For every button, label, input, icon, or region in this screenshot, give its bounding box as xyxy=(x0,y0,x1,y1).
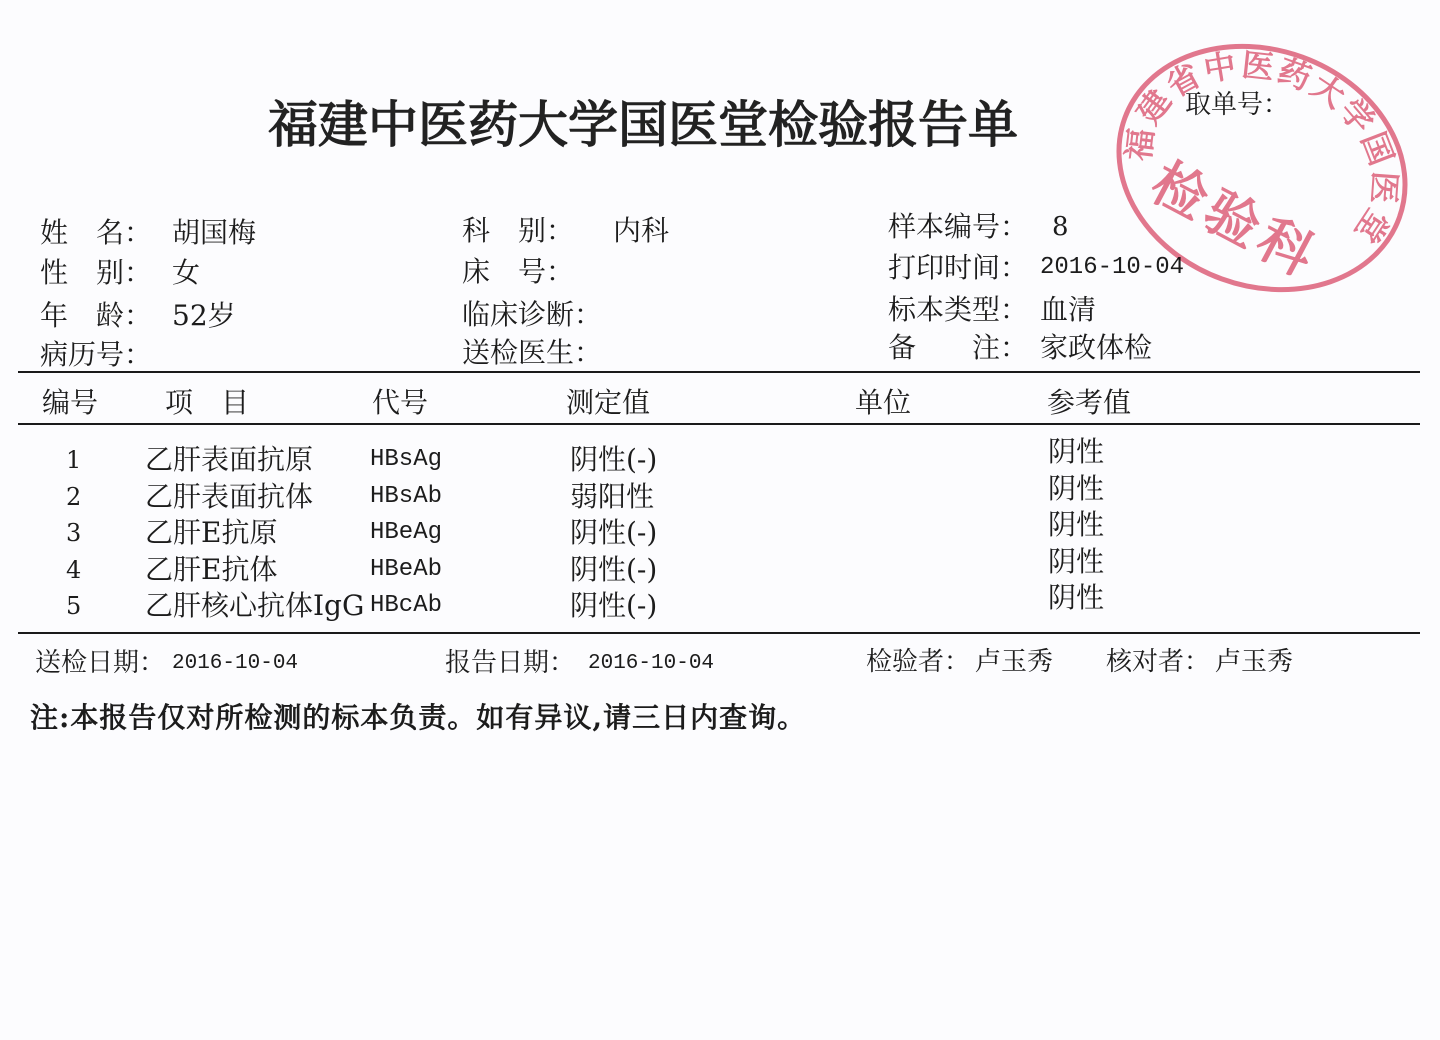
report-title: 福建中医药大学国医堂检验报告单 xyxy=(268,95,1018,154)
row-reference: 阴性 xyxy=(1048,472,1105,505)
disclaimer-note: 注:本报告仅对所检测的标本负责。如有异议,请三日内查询。 xyxy=(30,701,807,734)
submit-date: 2016-10-04 xyxy=(172,652,299,675)
referring-doctor-label: 送检医生： xyxy=(462,336,603,369)
row-code: HBeAg xyxy=(370,519,443,546)
report-date: 2016-10-04 xyxy=(588,652,715,675)
receipt-number-label: 取单号： xyxy=(1185,90,1290,120)
patient-name-label: 姓 名： xyxy=(40,216,153,249)
row-number: 3 xyxy=(66,519,82,547)
row-result: 弱阳性 xyxy=(570,480,655,513)
row-result: 阴性(-) xyxy=(570,589,658,622)
patient-name: 胡国梅 xyxy=(172,216,257,249)
report-date-label: 报告日期： xyxy=(445,648,576,678)
patient-age-label: 年 龄： xyxy=(40,299,153,332)
remark: 家政体检 xyxy=(1040,331,1153,364)
header-unit: 单位 xyxy=(855,386,912,419)
specimen-type-label: 标本类型： xyxy=(888,293,1029,326)
header-code: 代号 xyxy=(372,386,429,419)
row-number: 2 xyxy=(66,483,82,511)
sample-number-label: 样本编号： xyxy=(888,210,1029,243)
row-reference: 阴性 xyxy=(1048,545,1105,578)
row-number: 5 xyxy=(66,592,82,620)
row-item: 乙肝E抗原 xyxy=(145,516,278,549)
specimen-type: 血清 xyxy=(1040,293,1097,326)
row-result: 阴性(-) xyxy=(570,516,658,549)
patient-gender-label: 性 别： xyxy=(40,256,153,289)
table-row xyxy=(0,581,1440,632)
row-code: HBsAb xyxy=(370,483,443,510)
examiner-name: 卢玉秀 xyxy=(975,647,1054,677)
row-reference: 阴性 xyxy=(1048,435,1105,468)
table-header-rule xyxy=(18,423,1420,425)
examiner-label: 检验者： xyxy=(866,647,971,677)
header-result: 测定值 xyxy=(566,386,651,419)
print-time: 2016-10-04 xyxy=(1040,254,1185,281)
row-result: 阴性(-) xyxy=(570,443,658,476)
table-bottom-rule xyxy=(18,632,1420,634)
stamp-group xyxy=(1105,40,1425,302)
print-time-label: 打印时间： xyxy=(888,251,1029,284)
reviewer-name: 卢玉秀 xyxy=(1215,647,1294,677)
diagnosis-label: 临床诊断： xyxy=(462,298,603,331)
row-code: HBsAg xyxy=(370,446,443,473)
row-reference: 阴性 xyxy=(1048,581,1105,614)
department: 内科 xyxy=(613,214,670,247)
row-code: HBeAb xyxy=(370,556,443,583)
row-reference: 阴性 xyxy=(1048,508,1105,541)
header-reference: 参考值 xyxy=(1047,386,1132,419)
submit-date-label: 送检日期： xyxy=(35,648,166,678)
row-item: 乙肝核心抗体IgG xyxy=(145,589,365,622)
row-result: 阴性(-) xyxy=(570,553,658,586)
row-code: HBcAb xyxy=(370,592,443,619)
stamp-outer-text: 福建省中医药大学国医堂 xyxy=(1119,45,1405,253)
patient-gender: 女 xyxy=(172,256,201,289)
sample-number: 8 xyxy=(1052,212,1069,242)
remark-label: 备 注： xyxy=(888,331,1029,364)
row-number: 1 xyxy=(66,446,82,474)
row-number: 4 xyxy=(66,556,82,584)
medical-record-label: 病历号： xyxy=(40,338,153,371)
department-label: 科 别： xyxy=(462,214,575,247)
row-item: 乙肝表面抗原 xyxy=(145,443,314,476)
header-item: 项 目 xyxy=(165,386,250,419)
reviewer-label: 核对者： xyxy=(1106,647,1211,677)
header-no: 编号 xyxy=(42,386,99,419)
bed-number-label: 床 号： xyxy=(462,255,575,288)
patient-age: 52岁 xyxy=(172,299,236,332)
table-top-rule xyxy=(18,371,1420,373)
row-item: 乙肝表面抗体 xyxy=(145,480,314,513)
stamp-inner-text: 检验科 xyxy=(1141,149,1331,291)
department-seal-stamp xyxy=(1105,40,1425,302)
row-item: 乙肝E抗体 xyxy=(145,553,278,586)
